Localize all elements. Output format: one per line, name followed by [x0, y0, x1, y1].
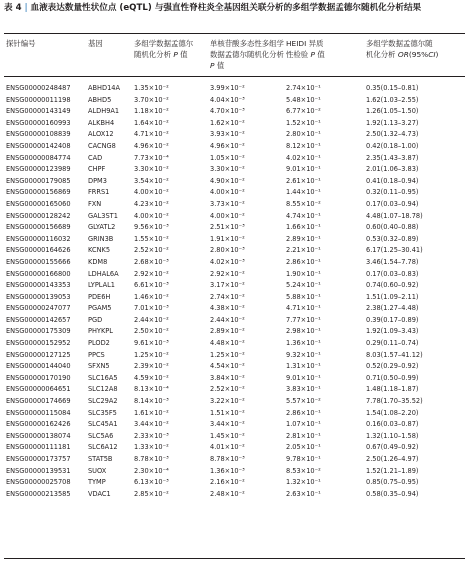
cell-snp-smr-p: 3.30×10⁻² — [210, 165, 245, 174]
cell-heidi-p: 1.90×10⁻¹ — [286, 269, 321, 278]
cell-smr-or: 1.52(1.21–1.89) — [366, 466, 419, 475]
header-probe-id: 探针编号 — [6, 39, 36, 48]
table-row — [0, 326, 469, 338]
cell-probe-id: ENSG00000025708 — [6, 478, 71, 487]
cell-probe-id: ENSG00000155666 — [6, 257, 71, 266]
cell-smr-or: 1.26(1.05–1.50) — [366, 107, 419, 116]
cell-probe-id: ENSG00000115084 — [6, 408, 71, 417]
cell-smr-p: 1.33×10⁻² — [134, 443, 169, 452]
table-title: 血液表达数量性状位点 (eQTL) 与强直性脊柱炎全基因组关联分析的多组学数据孟德尔随机化分析结果 — [30, 3, 422, 13]
header-snp-smr-p: 单核苷酸多态性多组学 数据孟德尔随机化分析 P 值 — [210, 39, 284, 70]
cell-heidi-p: 7.77×10⁻¹ — [286, 315, 321, 324]
cell-gene: GLYATL2 — [88, 223, 116, 232]
cell-smr-or: 1.92(1.09–3.43) — [366, 327, 419, 336]
cell-smr-p: 7.73×10⁻⁴ — [134, 153, 169, 162]
cell-smr-p: 2.44×10⁻² — [134, 315, 169, 324]
cell-heidi-p: 9.32×10⁻¹ — [286, 350, 321, 359]
cell-smr-p: 2.85×10⁻² — [134, 489, 169, 498]
cell-smr-or: 0.35(0.15–0.81) — [366, 84, 419, 92]
cell-probe-id: ENSG00000164626 — [6, 246, 71, 255]
cell-gene: LYPLAL1 — [88, 281, 116, 290]
cell-snp-smr-p: 1.51×10⁻² — [210, 408, 245, 417]
table-row — [0, 361, 469, 373]
cell-smr-p: 1.64×10⁻² — [134, 118, 169, 127]
cell-probe-id: ENSG00000170190 — [6, 373, 71, 382]
header-heidi-p: HEIDI 异质 性检验 P 值 — [286, 39, 325, 59]
cell-snp-smr-p: 4.70×10⁻³ — [210, 107, 245, 116]
table-row — [0, 350, 469, 362]
cell-gene: TYMP — [88, 478, 106, 487]
cell-snp-smr-p: 1.25×10⁻² — [210, 350, 245, 359]
cell-heidi-p: 1.07×10⁻¹ — [286, 420, 321, 429]
cell-heidi-p: 1.66×10⁻¹ — [286, 223, 321, 232]
cell-smr-p: 9.56×10⁻³ — [134, 223, 169, 232]
cell-smr-or: 0.16(0.03–0.87) — [366, 420, 419, 429]
cell-smr-p: 3.30×10⁻² — [134, 165, 169, 174]
cell-snp-smr-p: 3.44×10⁻² — [210, 420, 245, 429]
cell-snp-smr-p: 4.90×10⁻² — [210, 176, 245, 185]
cell-heidi-p: 6.77×10⁻² — [286, 107, 321, 116]
table-row — [0, 129, 469, 141]
cell-heidi-p: 9.78×10⁻¹ — [286, 455, 321, 463]
table-body — [0, 83, 469, 500]
cell-gene: PDE6H — [88, 292, 111, 301]
cell-snp-smr-p: 2.16×10⁻² — [210, 478, 245, 487]
cell-snp-smr-p: 2.51×10⁻³ — [210, 223, 245, 232]
cell-smr-or: 2.01(1.06–3.83) — [366, 165, 419, 174]
cell-smr-or: 1.54(1.08–2.20) — [366, 408, 419, 417]
cell-gene: ABHD14A — [88, 84, 120, 92]
table-row — [0, 269, 469, 281]
cell-smr-or: 0.74(0.60–0.92) — [366, 281, 419, 290]
cell-smr-p: 6.61×10⁻³ — [134, 281, 169, 290]
cell-gene: SLC6A12 — [88, 443, 118, 452]
cell-gene: FRRS1 — [88, 188, 110, 197]
table-row — [0, 153, 469, 165]
cell-smr-p: 2.92×10⁻² — [134, 269, 169, 278]
cell-smr-or: 7.78(1.70–35.52) — [366, 397, 423, 406]
cell-smr-or: 0.71(0.50–0.99) — [366, 373, 419, 382]
cell-probe-id: ENSG00000162426 — [6, 420, 71, 429]
cell-smr-or: 0.53(0.32–0.89) — [366, 234, 419, 243]
table-row — [0, 338, 469, 350]
cell-probe-id: ENSG00000111181 — [6, 443, 71, 452]
cell-probe-id: ENSG00000011198 — [6, 95, 71, 104]
cell-gene: KDM8 — [88, 257, 108, 266]
cell-gene: CACNG8 — [88, 141, 116, 150]
cell-smr-p: 1.18×10⁻² — [134, 107, 169, 116]
cell-smr-p: 2.50×10⁻² — [134, 327, 169, 336]
header-bottom-rule — [4, 76, 465, 77]
cell-snp-smr-p: 8.78×10⁻³ — [210, 455, 245, 463]
table-row — [0, 431, 469, 443]
cell-snp-smr-p: 2.92×10⁻² — [210, 269, 245, 278]
cell-smr-or: 0.17(0.03–0.94) — [366, 199, 419, 208]
cell-probe-id: ENSG00000152952 — [6, 339, 71, 348]
cell-heidi-p: 1.32×10⁻¹ — [286, 478, 321, 487]
cell-smr-or: 0.29(0.11–0.74) — [366, 339, 419, 348]
cell-smr-or: 8.03(1.57–41.12) — [366, 350, 423, 359]
cell-smr-p: 8.13×10⁻⁴ — [134, 385, 169, 394]
cell-snp-smr-p: 3.84×10⁻² — [210, 373, 245, 382]
cell-smr-p: 8.14×10⁻³ — [134, 397, 169, 406]
cell-gene: PGD — [88, 315, 103, 324]
table-row — [0, 83, 469, 95]
cell-heidi-p: 5.57×10⁻² — [286, 397, 321, 406]
cell-snp-smr-p: 4.96×10⁻² — [210, 141, 245, 150]
cell-snp-smr-p: 1.62×10⁻² — [210, 118, 245, 127]
cell-heidi-p: 8.12×10⁻¹ — [286, 141, 321, 150]
cell-smr-p: 2.68×10⁻³ — [134, 257, 169, 266]
cell-probe-id: ENSG00000139531 — [6, 466, 71, 475]
cell-smr-p: 2.33×10⁻³ — [134, 431, 169, 440]
cell-snp-smr-p: 4.54×10⁻² — [210, 362, 245, 371]
cell-heidi-p: 2.86×10⁻¹ — [286, 408, 321, 417]
cell-gene: SLC5A6 — [88, 431, 114, 440]
cell-smr-or: 0.41(0.18–0.94) — [366, 176, 419, 185]
cell-probe-id: ENSG00000123989 — [6, 165, 71, 174]
cell-smr-p: 4.00×10⁻² — [134, 188, 169, 197]
cell-heidi-p: 2.89×10⁻¹ — [286, 234, 321, 243]
cell-snp-smr-p: 3.17×10⁻² — [210, 281, 245, 290]
cell-probe-id: ENSG00000143353 — [6, 281, 71, 290]
cell-snp-smr-p: 2.74×10⁻² — [210, 292, 245, 301]
cell-gene: SLC35F5 — [88, 408, 117, 417]
cell-probe-id: ENSG00000138074 — [6, 431, 71, 440]
cell-smr-or: 2.38(1.27–4.48) — [366, 304, 419, 313]
cell-smr-or: 2.50(1.32–4.73) — [366, 130, 419, 139]
cell-smr-or: 0.52(0.29–0.92) — [366, 362, 419, 371]
table-row — [0, 95, 469, 107]
cell-snp-smr-p: 3.73×10⁻² — [210, 199, 245, 208]
cell-smr-p: 6.13×10⁻³ — [134, 478, 169, 487]
cell-heidi-p: 2.86×10⁻¹ — [286, 257, 321, 266]
table-row — [0, 141, 469, 153]
table-row — [0, 477, 469, 489]
table-row — [0, 245, 469, 257]
cell-probe-id: ENSG00000174669 — [6, 397, 71, 406]
cell-smr-p: 4.23×10⁻² — [134, 199, 169, 208]
cell-smr-p: 2.52×10⁻² — [134, 246, 169, 255]
table-row — [0, 211, 469, 223]
cell-smr-or: 1.92(1.13–3.27) — [366, 118, 419, 127]
cell-heidi-p: 5.88×10⁻¹ — [286, 292, 321, 301]
cell-snp-smr-p: 3.93×10⁻² — [210, 130, 245, 139]
cell-smr-p: 3.54×10⁻² — [134, 176, 169, 185]
header-gene: 基因 — [88, 39, 103, 48]
cell-smr-or: 0.60(0.40–0.88) — [366, 223, 419, 232]
cell-probe-id: ENSG00000166800 — [6, 269, 71, 278]
cell-probe-id: ENSG00000179085 — [6, 176, 71, 185]
cell-probe-id: ENSG00000156689 — [6, 223, 71, 232]
table-row — [0, 315, 469, 327]
cell-smr-or: 2.50(1.26–4.97) — [366, 455, 419, 463]
table-row — [0, 292, 469, 304]
cell-snp-smr-p: 4.48×10⁻² — [210, 339, 245, 348]
table-row — [0, 373, 469, 385]
table-row — [0, 384, 469, 396]
cell-smr-p: 1.61×10⁻² — [134, 408, 169, 417]
cell-smr-p: 4.00×10⁻² — [134, 211, 169, 220]
cell-probe-id: ENSG00000165060 — [6, 199, 71, 208]
cell-gene: ALKBH4 — [88, 118, 115, 127]
cell-probe-id: ENSG00000156869 — [6, 188, 71, 197]
cell-gene: SFXN5 — [88, 362, 110, 371]
table-row — [0, 106, 469, 118]
cell-snp-smr-p: 3.99×10⁻² — [210, 84, 245, 92]
cell-snp-smr-p: 4.01×10⁻² — [210, 443, 245, 452]
cell-heidi-p: 5.24×10⁻¹ — [286, 281, 321, 290]
cell-gene: SLC29A2 — [88, 397, 118, 406]
cell-heidi-p: 9.01×10⁻¹ — [286, 373, 321, 382]
cell-gene: CAD — [88, 153, 103, 162]
cell-smr-p: 1.46×10⁻² — [134, 292, 169, 301]
cell-smr-p: 4.71×10⁻² — [134, 130, 169, 139]
cell-smr-or: 0.85(0.75–0.95) — [366, 478, 419, 487]
cell-gene: CHPF — [88, 165, 106, 174]
cell-gene: SLC45A1 — [88, 420, 118, 429]
cell-smr-or: 0.42(0.18–1.00) — [366, 141, 419, 150]
cell-smr-or: 0.58(0.35–0.94) — [366, 489, 419, 498]
cell-smr-or: 0.67(0.49–0.92) — [366, 443, 419, 452]
cell-smr-or: 1.51(1.09–2.11) — [366, 292, 419, 301]
cell-probe-id: ENSG00000139053 — [6, 292, 71, 301]
cell-smr-or: 1.62(1.03–2.55) — [366, 95, 419, 104]
cell-smr-p: 7.01×10⁻³ — [134, 304, 169, 313]
cell-probe-id: ENSG00000084774 — [6, 153, 71, 162]
cell-snp-smr-p: 1.05×10⁻² — [210, 153, 245, 162]
cell-probe-id: ENSG00000143149 — [6, 107, 71, 116]
cell-probe-id: ENSG00000116032 — [6, 234, 71, 243]
table-row — [0, 466, 469, 478]
cell-smr-p: 1.55×10⁻² — [134, 234, 169, 243]
cell-smr-or: 3.46(1.54–7.78) — [366, 257, 419, 266]
cell-snp-smr-p: 4.00×10⁻² — [210, 211, 245, 220]
cell-smr-p: 4.96×10⁻² — [134, 141, 169, 150]
cell-smr-p: 2.30×10⁻⁴ — [134, 466, 169, 475]
cell-heidi-p: 2.05×10⁻¹ — [286, 443, 321, 452]
cell-heidi-p: 8.53×10⁻² — [286, 466, 321, 475]
cell-heidi-p: 2.21×10⁻¹ — [286, 246, 321, 255]
table-row — [0, 442, 469, 454]
table-row — [0, 199, 469, 211]
cell-smr-p: 8.78×10⁻³ — [134, 455, 169, 463]
cell-snp-smr-p: 4.38×10⁻² — [210, 304, 245, 313]
cell-snp-smr-p: 4.02×10⁻³ — [210, 257, 245, 266]
cell-gene: VDAC1 — [88, 489, 111, 498]
cell-probe-id: ENSG00000247077 — [6, 304, 71, 313]
cell-probe-id: ENSG00000128242 — [6, 211, 71, 220]
cell-snp-smr-p: 1.45×10⁻² — [210, 431, 245, 440]
cell-heidi-p: 9.01×10⁻¹ — [286, 165, 321, 174]
cell-gene: SLC12A8 — [88, 385, 118, 394]
cell-heidi-p: 4.71×10⁻¹ — [286, 304, 321, 313]
table-top-rule — [4, 33, 465, 34]
cell-probe-id: ENSG00000175309 — [6, 327, 71, 336]
cell-heidi-p: 2.63×10⁻¹ — [286, 489, 321, 498]
cell-probe-id: ENSG00000064651 — [6, 385, 71, 394]
cell-smr-p: 4.59×10⁻² — [134, 373, 169, 382]
table-row — [0, 176, 469, 188]
cell-smr-or: 0.17(0.03–0.83) — [366, 269, 419, 278]
table-row — [0, 408, 469, 420]
header-smr-or: 多组学数据孟德尔随 机化分析 OR(95%CI) — [366, 39, 439, 59]
cell-probe-id: ENSG00000248487 — [6, 84, 71, 92]
cell-heidi-p: 1.52×10⁻¹ — [286, 118, 321, 127]
table-row — [0, 222, 469, 234]
cell-snp-smr-p: 1.36×10⁻³ — [210, 466, 245, 475]
cell-snp-smr-p: 3.22×10⁻² — [210, 397, 245, 406]
table-row — [0, 454, 469, 466]
cell-snp-smr-p: 2.48×10⁻² — [210, 489, 245, 498]
cell-gene: ALOX12 — [88, 130, 114, 139]
cell-gene: GAL3ST1 — [88, 211, 118, 220]
cell-smr-p: 3.70×10⁻² — [134, 95, 169, 104]
table-row — [0, 396, 469, 408]
cell-snp-smr-p: 4.00×10⁻² — [210, 188, 245, 197]
table-number: 表 4 — [4, 3, 22, 13]
cell-heidi-p: 5.48×10⁻¹ — [286, 95, 321, 104]
cell-smr-p: 9.61×10⁻³ — [134, 339, 169, 348]
cell-probe-id: ENSG00000142657 — [6, 315, 71, 324]
cell-smr-p: 1.35×10⁻² — [134, 84, 169, 92]
cell-gene: GRIN3B — [88, 234, 114, 243]
cell-heidi-p: 1.36×10⁻¹ — [286, 339, 321, 348]
cell-smr-or: 0.32(0.11–0.95) — [366, 188, 419, 197]
cell-gene: PPCS — [88, 350, 105, 359]
cell-probe-id: ENSG00000144040 — [6, 362, 71, 371]
cell-gene: PLOD2 — [88, 339, 110, 348]
table-row — [0, 303, 469, 315]
cell-smr-or: 2.35(1.43–3.87) — [366, 153, 419, 162]
table-bottom-rule — [4, 558, 465, 559]
cell-snp-smr-p: 2.44×10⁻² — [210, 315, 245, 324]
table-row — [0, 489, 469, 501]
table-row — [0, 187, 469, 199]
cell-heidi-p: 2.61×10⁻¹ — [286, 176, 321, 185]
cell-smr-or: 1.48(1.18–1.87) — [366, 385, 419, 394]
cell-smr-or: 1.32(1.10–1.58) — [366, 431, 419, 440]
cell-gene: SLC16A5 — [88, 373, 118, 382]
cell-heidi-p: 2.81×10⁻¹ — [286, 431, 321, 440]
cell-gene: ALDH9A1 — [88, 107, 120, 116]
cell-gene: PGAM5 — [88, 304, 112, 313]
cell-smr-p: 1.25×10⁻² — [134, 350, 169, 359]
cell-heidi-p: 3.83×10⁻¹ — [286, 385, 321, 394]
cell-gene: DPM3 — [88, 176, 107, 185]
cell-snp-smr-p: 2.89×10⁻² — [210, 327, 245, 336]
cell-probe-id: ENSG00000142408 — [6, 141, 71, 150]
cell-smr-p: 2.39×10⁻² — [134, 362, 169, 371]
table-row — [0, 419, 469, 431]
cell-heidi-p: 1.31×10⁻¹ — [286, 362, 321, 371]
cell-smr-or: 4.48(1.07–18.78) — [366, 211, 423, 220]
cell-snp-smr-p: 2.80×10⁻³ — [210, 246, 245, 255]
cell-heidi-p: 2.98×10⁻¹ — [286, 327, 321, 336]
cell-heidi-p: 2.74×10⁻¹ — [286, 84, 321, 92]
cell-probe-id: ENSG00000108839 — [6, 130, 71, 139]
cell-snp-smr-p: 2.52×10⁻² — [210, 385, 245, 394]
cell-heidi-p: 4.02×10⁻¹ — [286, 153, 321, 162]
table-row — [0, 280, 469, 292]
cell-probe-id: ENSG00000213585 — [6, 489, 71, 498]
cell-probe-id: ENSG00000127125 — [6, 350, 71, 359]
cell-heidi-p: 4.74×10⁻¹ — [286, 211, 321, 220]
cell-smr-or: 0.39(0.17–0.89) — [366, 315, 419, 324]
cell-smr-p: 3.44×10⁻² — [134, 420, 169, 429]
cell-probe-id: ENSG00000173757 — [6, 455, 71, 463]
header-smr-p: 多组学数据孟德尔 随机化分析 P 值 — [134, 39, 194, 59]
cell-snp-smr-p: 1.91×10⁻² — [210, 234, 245, 243]
cell-gene: PHYKPL — [88, 327, 113, 336]
cell-gene: KCNK5 — [88, 246, 111, 255]
cell-probe-id: ENSG00000160993 — [6, 118, 71, 127]
cell-gene: FXN — [88, 199, 102, 208]
cell-gene: ABHD5 — [88, 95, 112, 104]
table-row — [0, 164, 469, 176]
cell-gene: LDHAL6A — [88, 269, 119, 278]
table-caption — [4, 2, 465, 15]
cell-gene: STAT5B — [88, 455, 113, 463]
table-row — [0, 234, 469, 246]
table-row — [0, 257, 469, 269]
table-row — [0, 118, 469, 130]
cell-smr-or: 6.17(1.25–30.41) — [366, 246, 423, 255]
cell-heidi-p: 1.44×10⁻¹ — [286, 188, 321, 197]
cell-heidi-p: 8.55×10⁻² — [286, 199, 321, 208]
caption-separator: | — [24, 3, 28, 13]
cell-heidi-p: 2.80×10⁻¹ — [286, 130, 321, 139]
cell-snp-smr-p: 4.04×10⁻³ — [210, 95, 245, 104]
cell-gene: SUOX — [88, 466, 107, 475]
